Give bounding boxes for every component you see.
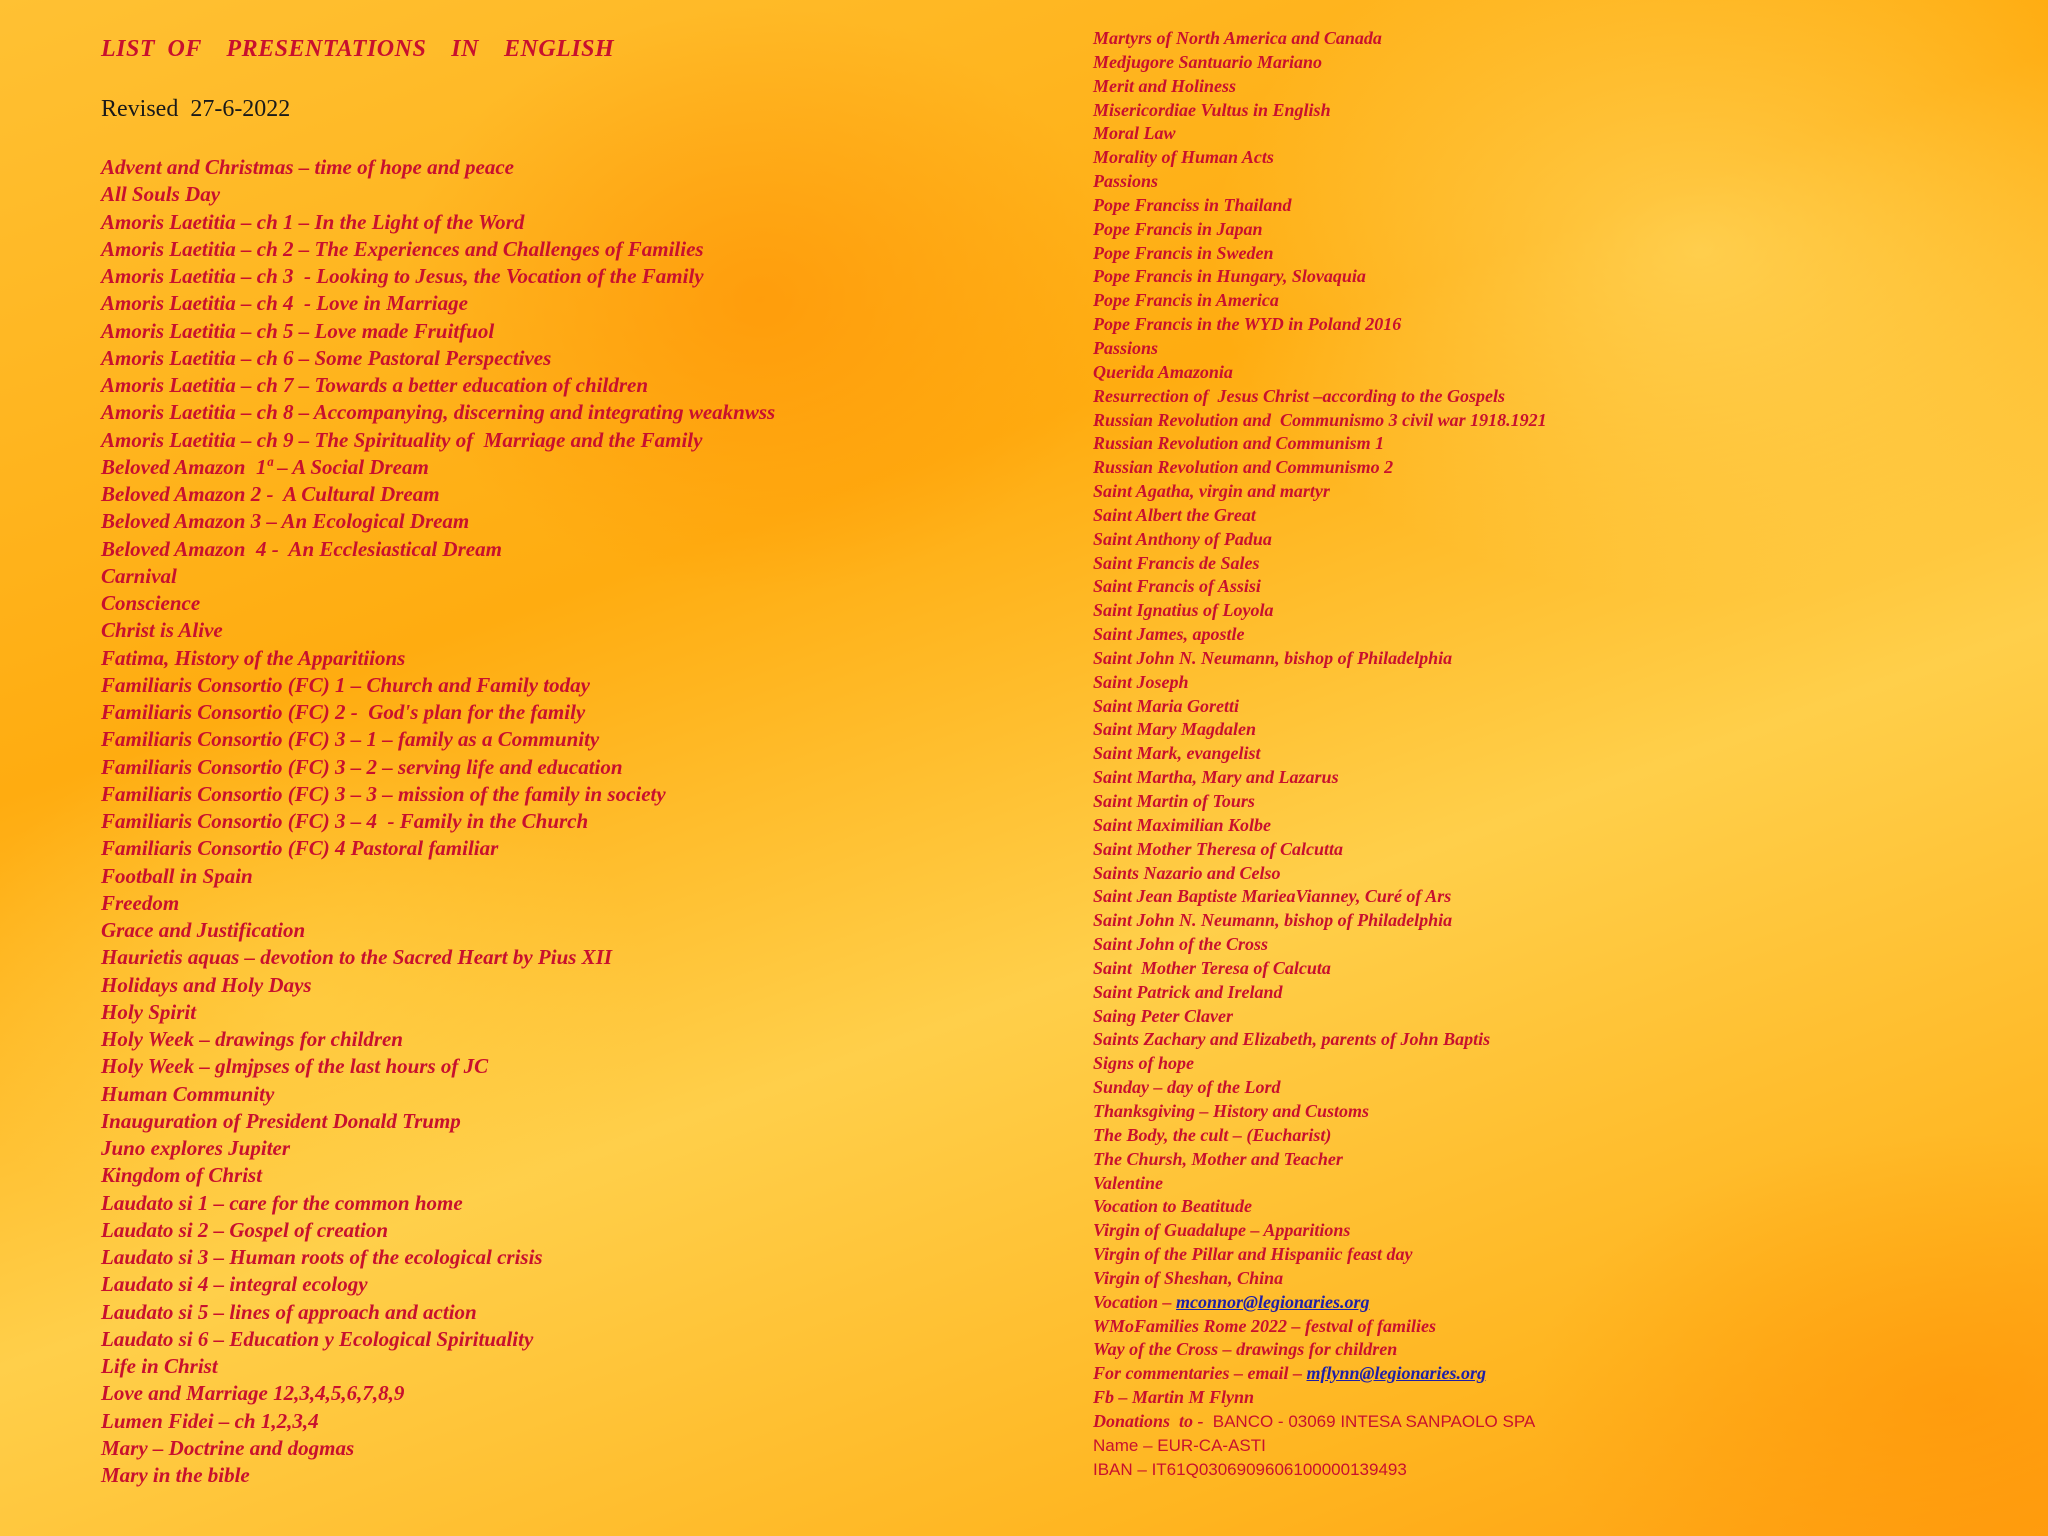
presentation-item: Medjugore Santuario Mariano <box>1093 51 1323 72</box>
revised-date: Revised 27-6-2022 <box>101 96 291 122</box>
presentation-item: Laudato si 4 – integral ecology <box>101 1272 368 1297</box>
right-column <box>1093 27 2033 1481</box>
presentation-item: Saint James, apostle <box>1093 624 1245 645</box>
presentation-item: Misericordiae Vultus in English <box>1093 99 1331 120</box>
presentation-item: Mary – Doctrine and dogmas <box>101 1435 355 1460</box>
presentation-item: Amoris Laetitia – ch 5 – Love made Fruitfuol <box>101 318 495 343</box>
presentation-item: Vocation to Beatitude <box>1093 1196 1253 1217</box>
presentation-item: Saints Nazario and Celso <box>1093 862 1281 883</box>
presentation-item: Fatima, History of the Apparitiions <box>101 645 406 670</box>
presentation-item: Saint John N. Neumann, bishop of Philadelphia <box>1093 910 1453 931</box>
presentation-item: Juno explores Jupiter <box>101 1136 291 1160</box>
presentation-item: Amoris Laetitia – ch 4 - Love in Marriage <box>101 291 468 316</box>
presentation-item: Saint Patrick and Ireland <box>1093 981 1283 1002</box>
presentation-item: Holy Week – drawings for children <box>101 1027 403 1051</box>
presentation-item: Saint Jean Baptiste MarieaVianney, Curé of Ars <box>1093 886 1452 907</box>
presentation-item: Querida Amazonia <box>1093 361 1233 382</box>
vocation-email-link[interactable]: mconnor@legionaries.org <box>1176 1291 1370 1312</box>
presentation-list-right <box>1093 27 2033 1291</box>
presentation-item: Laudato si 3 – Human roots of the ecological crisis <box>101 1245 543 1269</box>
presentation-item: Saing Peter Claver <box>1093 1005 1233 1026</box>
presentation-item: Virgin of Sheshan, China <box>1093 1267 1284 1288</box>
wmof-line: WMoFamilies Rome 2022 – festval of families <box>1093 1315 1436 1336</box>
presentation-item: Lumen Fidei – ch 1,2,3,4 <box>101 1408 319 1433</box>
presentation-item: Saint Maximilian Kolbe <box>1093 814 1272 835</box>
presentation-item: Amoris Laetitia – ch 7 – Towards a better education of children <box>101 373 648 397</box>
presentation-item: Familiaris Consortio (FC) 3 – 2 – serving life and education <box>101 754 623 779</box>
presentation-item: Saint Joseph <box>1093 671 1189 692</box>
presentation-item: Virgin of the Pillar and Hispaniic feast day <box>1093 1244 1413 1265</box>
presentation-item: Beloved Amazon 4 - An Ecclesiastical Dream <box>101 536 502 561</box>
commentaries-email-link[interactable]: mflynn@legionaries.org <box>1306 1363 1486 1384</box>
vocation-line <box>1093 1291 2033 1315</box>
presentation-item: Holy Week – glmjpses of the last hours of JC <box>101 1054 489 1079</box>
presentation-item: Amoris Laetitia – ch 1 – In the Light of the Word <box>101 209 525 234</box>
presentation-item: Valentine <box>1093 1172 1164 1193</box>
presentation-item: Moral Law <box>1093 123 1176 144</box>
presentation-item: Familiaris Consortio (FC) 4 Pastoral familiar <box>101 836 499 861</box>
account-name: Name – EUR-CA-ASTI <box>1093 1435 1266 1455</box>
presentation-item: Laudato si 6 – Education y Ecological Spirituality <box>101 1326 534 1351</box>
presentation-item: Morality of Human Acts <box>1093 147 1274 168</box>
presentation-item: Amoris Laetitia – ch 8 – Accompanying, discerning and integrating weaknwss <box>101 400 776 425</box>
presentation-item: Saint Albert the Great <box>1093 504 1256 525</box>
presentation-item: Saint Agatha, virgin and martyr <box>1093 481 1330 502</box>
commentaries-label: For commentaries – email – <box>1093 1363 1307 1384</box>
presentation-item: Familiaris Consortio (FC) 2 - God's plan for the family <box>101 700 586 724</box>
presentation-item: Passions <box>1093 171 1159 192</box>
presentation-item: Saint Francis de Sales <box>1093 552 1260 573</box>
presentation-item: Holy Spirit <box>101 999 197 1024</box>
presentation-item: Advent and Christmas – time of hope and peace <box>101 155 515 179</box>
presentation-item: Saint Mark, evangelist <box>1093 743 1261 764</box>
presentation-item: Sunday – day of the Lord <box>1093 1077 1281 1098</box>
presentation-item: Russian Revolution and Communism 1 <box>1093 433 1385 454</box>
presentation-item: The Chursh, Mother and Teacher <box>1093 1148 1343 1169</box>
presentation-list-left <box>101 154 1061 1489</box>
presentation-item: Familiaris Consortio (FC) 3 – 3 – mission of the family in society <box>101 781 666 806</box>
presentation-item: Beloved Amazon 3 – An Ecological Dream <box>101 509 470 534</box>
presentation-item: Inauguration of President Donald Trump <box>101 1108 461 1133</box>
presentation-item: Saint John N. Neumann, bishop of Philadelphia <box>1093 647 1453 668</box>
presentation-item: Laudato si 1 – care for the common home <box>101 1190 463 1215</box>
presentation-item: Martyrs of North America and Canada <box>1093 28 1382 48</box>
presentation-item: Saints Zachary and Elizabeth, parents of John Baptis <box>1093 1029 1491 1050</box>
presentation-item: The Body, the cult – (Eucharist) <box>1093 1124 1332 1145</box>
way-of-cross-line: Way of the Cross – drawings for children <box>1093 1339 1398 1360</box>
presentation-item: Amoris Laetitia – ch 2 – The Experiences and Challenges of Families <box>101 236 704 261</box>
presentation-item: Passions <box>1093 337 1159 358</box>
presentation-item: Mary in the bible <box>101 1463 250 1487</box>
presentation-item: Christ is Alive <box>101 618 223 643</box>
commentaries-line <box>1093 1362 2033 1386</box>
presentation-item: Resurrection of Jesus Christ –according to the Gospels <box>1093 385 1506 406</box>
presentation-item: Beloved Amazon 1ª – A Social Dream <box>101 454 429 479</box>
presentation-item: Human Community <box>101 1081 275 1106</box>
presentation-item: Pope Francis in Sweden <box>1093 242 1274 263</box>
presentation-item: Virgin of Guadalupe – Apparitions <box>1093 1220 1351 1241</box>
presentation-item: Amoris Laetitia – ch 9 – The Spirituality of Marriage and the Family <box>101 427 703 452</box>
presentation-item: Life in Christ <box>101 1354 218 1378</box>
presentation-item: Pope Francis in Hungary, Slovaquia <box>1093 266 1366 287</box>
presentation-item: Russian Revolution and Communismo 3 civil war 1918.1921 <box>1093 409 1547 430</box>
presentation-item: Haurietis aquas – devotion to the Sacred Heart by Pius XII <box>101 945 613 970</box>
presentation-item: Familiaris Consortio (FC) 3 – 1 – family as a Community <box>101 727 600 752</box>
presentation-item: Beloved Amazon 2 - A Cultural Dream <box>101 482 440 506</box>
presentation-item: Saint Ignatius of Loyola <box>1093 600 1274 621</box>
account-name-line <box>1093 1434 2033 1458</box>
presentation-item: Familiaris Consortio (FC) 1 – Church and Family today <box>101 672 590 697</box>
presentation-item: Kingdom of Christ <box>101 1163 263 1188</box>
presentation-item: Pope Francis in America <box>1093 290 1279 311</box>
presentation-item: Freedom <box>101 890 180 915</box>
presentation-item: Holidays and Holy Days <box>101 972 312 997</box>
presentation-item: Thanksgiving – History and Customs <box>1093 1100 1370 1121</box>
donations-label: Donations to - <box>1093 1410 1209 1431</box>
presentation-item: Pope Francis in the WYD in Poland 2016 <box>1093 314 1402 335</box>
document-title: LIST OF PRESENTATIONS IN ENGLISH <box>101 36 615 62</box>
presentation-item: Saint Martin of Tours <box>1093 791 1255 811</box>
presentation-item: Russian Revolution and Communismo 2 <box>1093 457 1394 478</box>
presentation-item: Pope Franciss in Thailand <box>1093 194 1292 215</box>
presentation-item: Saint Francis of Assisi <box>1093 576 1261 597</box>
presentation-item: Laudato si 5 – lines of approach and action <box>101 1299 477 1324</box>
presentation-item: Saint John of the Cross <box>1093 934 1269 955</box>
presentation-item: All Souls Day <box>101 182 221 207</box>
donations-bank: BANCO - 03069 INTESA SANPAOLO SPA <box>1208 1411 1536 1431</box>
presentation-item: Laudato si 2 – Gospel of creation <box>101 1217 388 1242</box>
presentation-item: Familiaris Consortio (FC) 3 – 4 - Family in the Church <box>101 809 589 833</box>
presentation-item: Love and Marriage 12,3,4,5,6,7,8,9 <box>101 1381 405 1406</box>
vocation-label: Vocation – <box>1093 1291 1177 1312</box>
presentation-item: Saint Mother Theresa of Calcutta <box>1093 838 1344 859</box>
contact-section <box>1093 1291 2033 1482</box>
presentation-item: Saint Anthony of Padua <box>1093 528 1272 549</box>
presentation-item: Pope Francis in Japan <box>1093 218 1263 239</box>
presentation-item: Conscience <box>101 591 201 615</box>
presentation-item: Carnival <box>101 563 177 588</box>
facebook-line: Fb – Martin M Flynn <box>1093 1387 1255 1408</box>
presentation-item: Signs of hope <box>1093 1053 1195 1074</box>
presentation-item: Grace and Justification <box>101 918 306 942</box>
iban: IBAN – IT61Q0306909606100000139493 <box>1093 1459 1407 1479</box>
presentation-item: Amoris Laetitia – ch 6 – Some Pastoral Perspectives <box>101 345 552 370</box>
presentation-item: Saint Martha, Mary and Lazarus <box>1093 767 1339 788</box>
left-column <box>101 32 1061 1489</box>
presentation-item: Saint Mary Magdalen <box>1093 719 1257 740</box>
presentation-item: Merit and Holiness <box>1093 75 1237 96</box>
donations-line <box>1093 1410 2033 1434</box>
presentation-item: Football in Spain <box>101 863 253 888</box>
presentation-item: Amoris Laetitia – ch 3 - Looking to Jesus, the Vocation of the Family <box>101 264 704 288</box>
presentation-item: Saint Maria Goretti <box>1093 695 1240 716</box>
iban-line <box>1093 1458 2033 1482</box>
presentation-item: Saint Mother Teresa of Calcuta <box>1093 957 1331 978</box>
